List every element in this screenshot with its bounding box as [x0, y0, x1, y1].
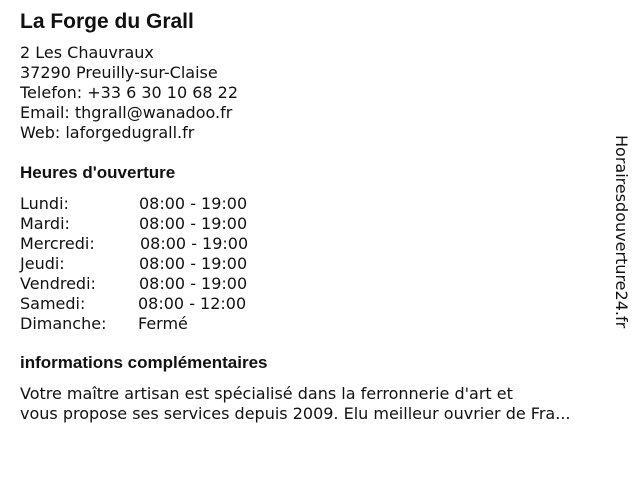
- day-label: Jeudi:: [20, 254, 65, 273]
- day-label: Samedi:: [20, 294, 86, 313]
- time-value: Fermé: [138, 314, 188, 333]
- info-heading: informations complémentaires: [20, 353, 268, 372]
- day-label: Vendredi:: [20, 274, 96, 293]
- info-text: [20, 384, 625, 424]
- day-label: Dimanche:: [20, 314, 107, 333]
- day-label: Lundi:: [20, 194, 69, 213]
- time-value: 08:00 - 19:00: [139, 254, 248, 273]
- email: Email: thgrall@wanadoo.fr: [20, 103, 233, 122]
- info-line: Votre maître artisan est spécialisé dans la ferronnerie d'art et: [20, 384, 513, 403]
- time-value: 08:00 - 19:00: [139, 274, 248, 293]
- day-label: Mercredi:: [20, 234, 95, 253]
- time-value: 08:00 - 19:00: [140, 234, 249, 253]
- address-block: [20, 43, 238, 143]
- time-value: 08:00 - 12:00: [138, 294, 247, 313]
- phone: Telefon: +33 6 30 10 68 22: [20, 83, 239, 102]
- website: Web: laforgedugrall.fr: [20, 123, 195, 142]
- city: 37290 Preuilly-sur-Claise: [20, 63, 218, 82]
- day-label: Mardi:: [20, 214, 70, 233]
- time-value: 08:00 - 19:00: [139, 194, 248, 213]
- info-line: vous propose ses services depuis 2009. Elu meilleur ouvrier de Fra...: [20, 404, 571, 423]
- street: 2 Les Chauvraux: [20, 43, 154, 62]
- site-watermark: Horairesdouverture24.fr: [612, 135, 631, 329]
- time-value: 08:00 - 19:00: [139, 214, 248, 233]
- business-name: La Forge du Grall: [20, 10, 194, 33]
- hours-heading: Heures d'ouverture: [20, 163, 176, 182]
